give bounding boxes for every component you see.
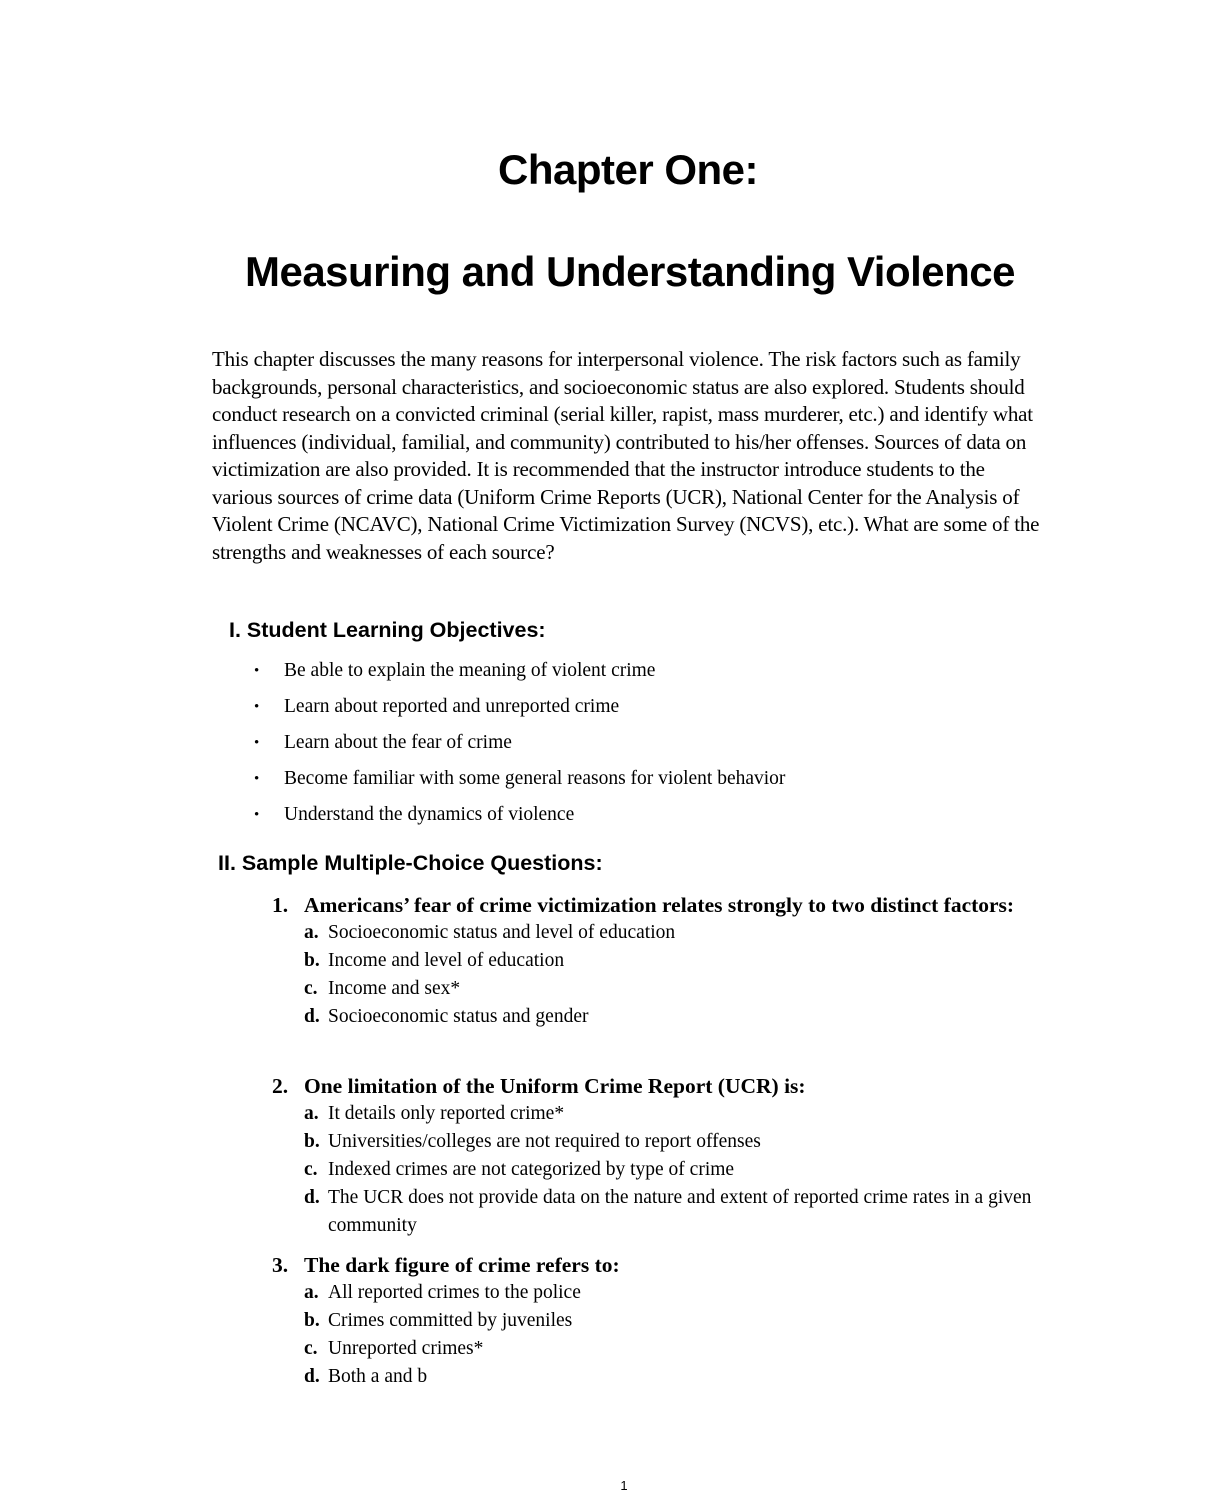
option-letter: b. bbox=[304, 1131, 320, 1152]
option-text: Unreported crimes* bbox=[328, 1338, 484, 1359]
list-item bbox=[254, 657, 785, 693]
option bbox=[304, 1128, 1042, 1156]
question-3 bbox=[272, 1251, 1042, 1391]
objective-text: Learn about reported and unreported crime bbox=[284, 696, 620, 717]
question-number: 2. bbox=[272, 1074, 289, 1098]
options-list bbox=[304, 1279, 1042, 1391]
option-text: Indexed crimes are not categorized by type of crime bbox=[328, 1159, 735, 1180]
option-text: Income and level of education bbox=[328, 950, 565, 971]
option-letter: c. bbox=[304, 1338, 318, 1359]
option bbox=[304, 1184, 1042, 1240]
objective-text: Be able to explain the meaning of violent crime bbox=[284, 660, 656, 681]
option-letter: a. bbox=[304, 922, 319, 943]
options-list bbox=[304, 919, 1042, 1031]
option-letter: d. bbox=[304, 1006, 320, 1027]
option bbox=[304, 1335, 1042, 1363]
option bbox=[304, 1279, 1042, 1307]
option bbox=[304, 1100, 1042, 1128]
question-stem: One limitation of the Uniform Crime Report (UCR) is: bbox=[304, 1074, 806, 1098]
option-letter: c. bbox=[304, 978, 318, 999]
chapter-subtitle: Measuring and Understanding Violence bbox=[244, 248, 1016, 295]
objective-text: Become familiar with some general reasons for violent behavior bbox=[284, 768, 786, 789]
objective-text: Learn about the fear of crime bbox=[284, 732, 512, 753]
option bbox=[304, 1363, 1042, 1391]
section-heading-objectives: I. Student Learning Objectives: bbox=[229, 618, 546, 642]
page-number: 1 bbox=[620, 1478, 628, 1493]
option bbox=[304, 1003, 1042, 1031]
option-letter: b. bbox=[304, 950, 320, 971]
option-text: Socioeconomic status and level of education bbox=[328, 922, 676, 943]
question-2 bbox=[272, 1072, 1042, 1240]
option-text: All reported crimes to the police bbox=[328, 1282, 581, 1303]
section-heading-questions: II. Sample Multiple-Choice Questions: bbox=[218, 851, 603, 875]
chapter-title: Chapter One: bbox=[497, 146, 759, 193]
option-letter: d. bbox=[304, 1187, 320, 1208]
option-letter: c. bbox=[304, 1159, 318, 1180]
option-text: It details only reported crime* bbox=[328, 1103, 565, 1124]
option-letter: d. bbox=[304, 1366, 320, 1387]
question-number: 1. bbox=[272, 893, 289, 917]
option-letter: b. bbox=[304, 1310, 320, 1331]
bullet-icon: • bbox=[254, 663, 260, 679]
bullet-icon: • bbox=[254, 771, 260, 787]
option-text: Universities/colleges are not required to report offenses bbox=[328, 1131, 761, 1152]
intro-paragraph: This chapter discusses the many reasons for interpersonal violence. The risk factors such as family backgrounds, personal characteristics, and socioeconomic status are also explored. Students should conduct research on a convicted criminal (serial killer, rapist, mass murderer, etc.) and identify what influences (individual, familial, and community) contributed to his/her offenses. Sources of data on victimization are also provided. It is recommended that the instructor introduce students to the various sources of crime data (Uniform Crime Reports (UCR), National Center for the Analysis of Violent Crime (NCAVC), National Crime Victimization Survey (NCVS), etc.). What are some of the strengths and weaknesses of each source? bbox=[212, 347, 1040, 564]
objectives-list bbox=[254, 657, 785, 837]
option-text: Income and sex* bbox=[328, 978, 461, 999]
bullet-icon: • bbox=[254, 735, 260, 751]
option bbox=[304, 919, 1042, 947]
question-1 bbox=[272, 891, 1042, 1031]
question-number: 3. bbox=[272, 1253, 289, 1277]
option bbox=[304, 1156, 1042, 1184]
list-item bbox=[254, 729, 785, 765]
option-text: Socioeconomic status and gender bbox=[328, 1006, 589, 1027]
list-item bbox=[254, 801, 785, 837]
bullet-icon: • bbox=[254, 699, 260, 715]
question-stem: The dark figure of crime refers to: bbox=[304, 1253, 620, 1277]
option bbox=[304, 1307, 1042, 1335]
options-list bbox=[304, 1100, 1042, 1240]
objective-text: Understand the dynamics of violence bbox=[284, 804, 575, 825]
bullet-icon: • bbox=[254, 807, 260, 823]
option bbox=[304, 975, 1042, 1003]
option-text: Crimes committed by juveniles bbox=[328, 1310, 573, 1331]
option bbox=[304, 947, 1042, 975]
list-item bbox=[254, 693, 785, 729]
option-text: The UCR does not provide data on the nature and extent of reported crime rates in a given community bbox=[328, 1187, 1032, 1236]
option-text: Both a and b bbox=[328, 1366, 428, 1387]
question-stem: Americans’ fear of crime victimization relates strongly to two distinct factors: bbox=[304, 893, 1015, 917]
option-letter: a. bbox=[304, 1282, 319, 1303]
list-item bbox=[254, 765, 785, 801]
option-letter: a. bbox=[304, 1103, 319, 1124]
